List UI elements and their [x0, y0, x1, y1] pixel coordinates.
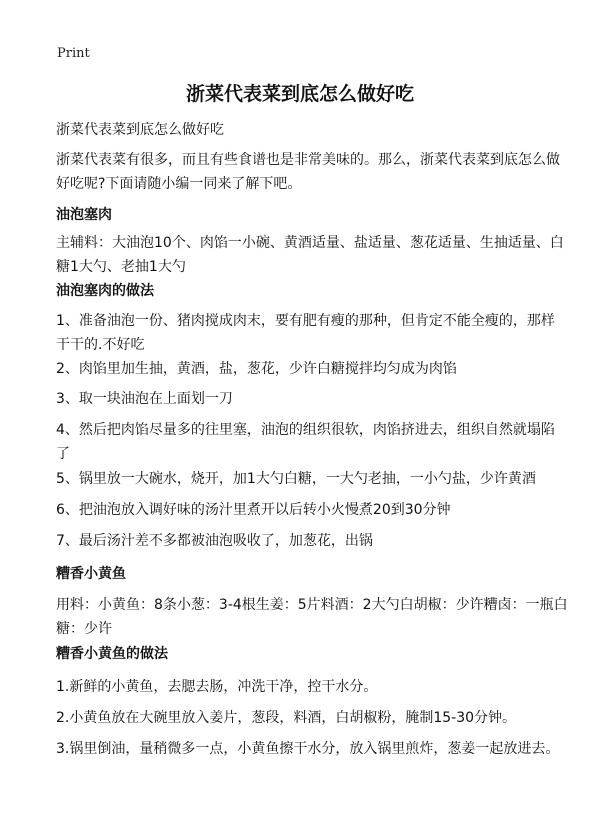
document-subtitle: 浙菜代表菜到底怎么做好吃 — [56, 122, 224, 138]
print-link[interactable]: Print — [57, 46, 90, 61]
step-item: 2.小黄鱼放在大碗里放入姜片，葱段，料酒，白胡椒粉，腌制15-30分钟。 — [56, 710, 517, 726]
ingredients-line: 糖：少许 — [56, 621, 112, 637]
intro-line: 好吃呢?下面请随小编一同来了解下吧。 — [56, 176, 302, 192]
step-item: 2、肉馅里加生抽，黄酒，盐，葱花，少许白糖搅拌均匀成为肉馅 — [56, 361, 457, 377]
ingredients-line: 糖1大勺、老抽1大勺 — [56, 259, 186, 275]
ingredients-line: 用料：小黄鱼：8条小葱：3-4根生姜：5片料酒：2大勺白胡椒：少许糟卤：一瓶白 — [56, 597, 568, 613]
section-heading: 油泡塞肉 — [56, 207, 112, 223]
ingredients-paragraph — [56, 231, 564, 279]
step-item — [56, 309, 556, 357]
step-item: 3、取一块油泡在上面划一刀 — [56, 391, 233, 407]
step-item — [56, 418, 556, 466]
step-item: 5、锅里放一大碗水，烧开，加1大勺白糖，一大勺老抽，一小勺盐，少许黄酒 — [56, 471, 536, 487]
step-item: 6、把油泡放入调好味的汤汁里煮开以后转小火慢煮20到30分钟 — [56, 502, 451, 518]
step-item: 3.锅里倒油，量稍微多一点，小黄鱼擦干水分，放入锅里煎炸，葱姜一起放进去。 — [56, 741, 560, 757]
step-line: 4、然后把肉馅尽量多的往里塞，油泡的组织很软，肉馅挤进去，组织自然就塌陷 — [56, 422, 555, 438]
step-item: 1.新鲜的小黄鱼，去腮去肠，冲洗干净，控干水分。 — [56, 679, 378, 695]
step-line: 干干的.不好吃 — [56, 337, 145, 353]
page-title: 浙菜代表菜到底怎么做好吃 — [185, 83, 414, 105]
ingredients-line: 主辅料：大油泡10个、肉馅一小碗、黄酒适量、盐适量、葱花适量、生抽适量、白 — [56, 235, 564, 251]
ingredients-paragraph — [56, 593, 568, 641]
intro-line: 浙菜代表菜有很多，而且有些食谱也是非常美味的。那么，浙菜代表菜到底怎么做 — [56, 152, 560, 168]
section-heading: 糟香小黄鱼 — [56, 566, 126, 582]
step-line: 了 — [56, 446, 70, 462]
step-line: 1、准备油泡一份、猪肉搅成肉末，要有肥有瘦的那种，但肯定不能全瘦的，那样 — [56, 313, 555, 329]
step-item: 7、最后汤汁差不多都被油泡吸收了，加葱花，出锅 — [56, 533, 373, 549]
method-heading: 油泡塞肉的做法 — [56, 283, 154, 299]
method-heading: 糟香小黄鱼的做法 — [56, 646, 168, 662]
intro-paragraph — [56, 148, 560, 196]
